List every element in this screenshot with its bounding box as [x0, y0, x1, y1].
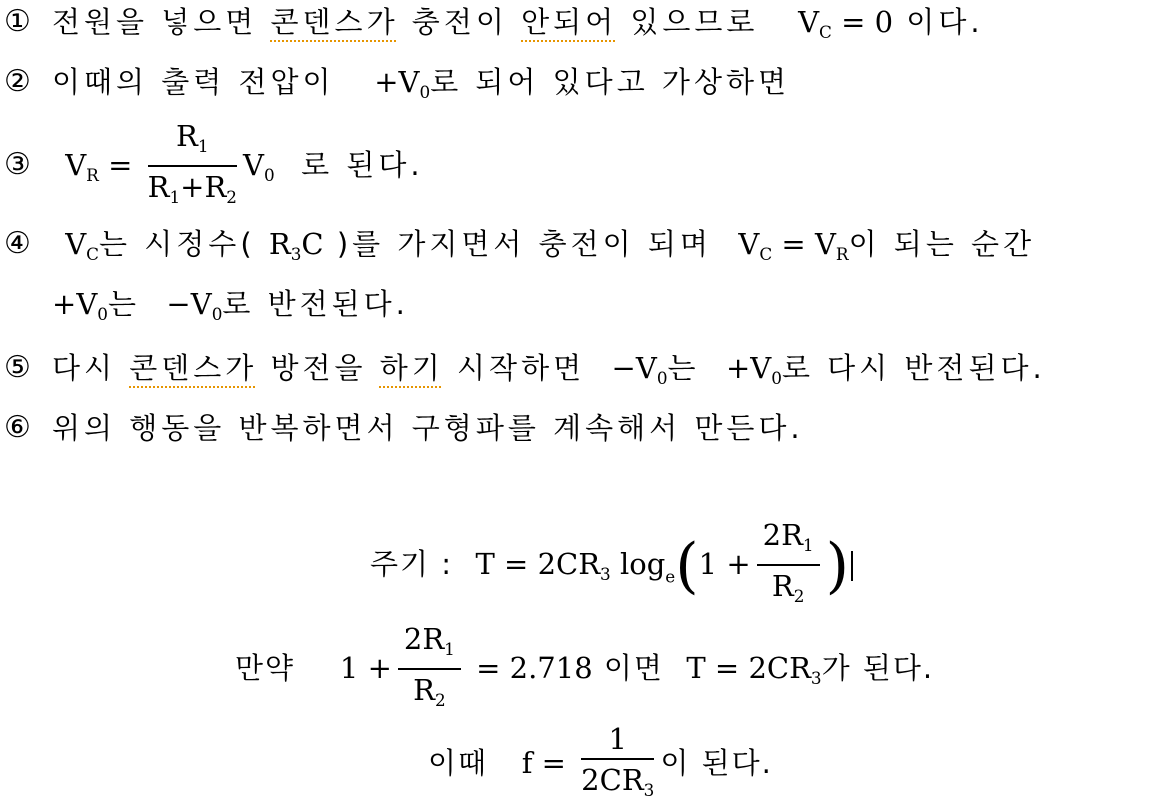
formula: f = $\frac{1}{2CR_3}$	[522, 746, 661, 780]
formula: $V_C = V_R$	[738, 227, 849, 264]
text-cursor	[851, 551, 853, 581]
spell-check-underline: 하기	[379, 351, 444, 385]
formula: $+V_0$	[374, 65, 431, 102]
fraction: $\frac{1}{2CR_3}$	[581, 722, 655, 800]
fraction: $\frac{2R_1}{R_2}$	[757, 518, 820, 614]
step-text: 이때의 출력 전압이 $+V_0$로 되어 있다고 가상하면	[52, 65, 790, 102]
step-text: $+V_0$는 $-V_0$로 반전된다.	[52, 287, 409, 324]
spell-check-underline: 안되어	[521, 5, 618, 39]
step-number: ⑥	[4, 410, 35, 445]
formula: $V_C = 0$	[798, 5, 894, 42]
formula: $+V_0$	[52, 287, 108, 324]
step-text: 위의 행동을 반복하면서 구형파를 계속해서 만든다.	[52, 411, 804, 445]
formula: $V_R$ = $\frac{R_1}{R_1+R_2}$ $V_0$	[65, 148, 274, 182]
period-formula: 주기 : $T = 2CR_3$ $\log_e(1$ + $\frac{2R_1}{R_2}$ )	[370, 518, 853, 614]
step-number: ③	[4, 147, 35, 182]
step-number: ①	[4, 4, 35, 39]
spell-check-underline: 콘덴스가	[129, 351, 258, 385]
formula: $R_3C$	[268, 227, 324, 264]
formula: $T = 2CR_3$	[686, 650, 822, 688]
step-text: $V_C$는 시정수( $R_3C$ )를 가지면서 충전이 되며 $V_C = V_R$이 되는 순간	[65, 227, 1036, 264]
step-number: ④	[4, 226, 35, 261]
step-number: ②	[4, 64, 35, 99]
step-text: 다시 콘덴스가 방전을 하기 시작하면 $-V_0$는 $+V_0$로 다시 반전된다.	[52, 351, 1046, 388]
frequency-formula: 이때 f = $\frac{1}{2CR_3}$ 이 된다.	[428, 722, 773, 808]
spell-check-underline: 콘덴스가	[270, 5, 399, 39]
formula: $+V_0$	[725, 351, 782, 388]
formula: $-V_0$	[166, 287, 223, 324]
step-text: 전원을 넣으면 콘덴스가 충전이 안되어 있으므로 $V_C = 0$ 이다.	[52, 5, 984, 42]
formula: $V_C$	[65, 227, 100, 264]
fraction: $\frac{R_1}{R_1+R_2}$	[147, 119, 237, 207]
step-text: $V_R$ = $\frac{R_1}{R_1+R_2}$ $V_0$ 로 된다.	[52, 119, 424, 215]
formula: 1 + $\frac{2R_1}{R_2}$ = 2.718	[340, 651, 593, 685]
condition-formula: 만약 1 + $\frac{2R_1}{R_2}$ = 2.718 이면 $T = 2CR_3$가 된다.	[235, 622, 934, 718]
step-number: ⑤	[4, 350, 35, 385]
formula: $T = 2CR_3$ $\log_e(1$ + $\frac{2R_1}{R_2}$ )	[475, 547, 849, 581]
formula: $-V_0$	[611, 351, 668, 388]
fraction: $\frac{2R_1}{R_2}$	[398, 622, 461, 718]
